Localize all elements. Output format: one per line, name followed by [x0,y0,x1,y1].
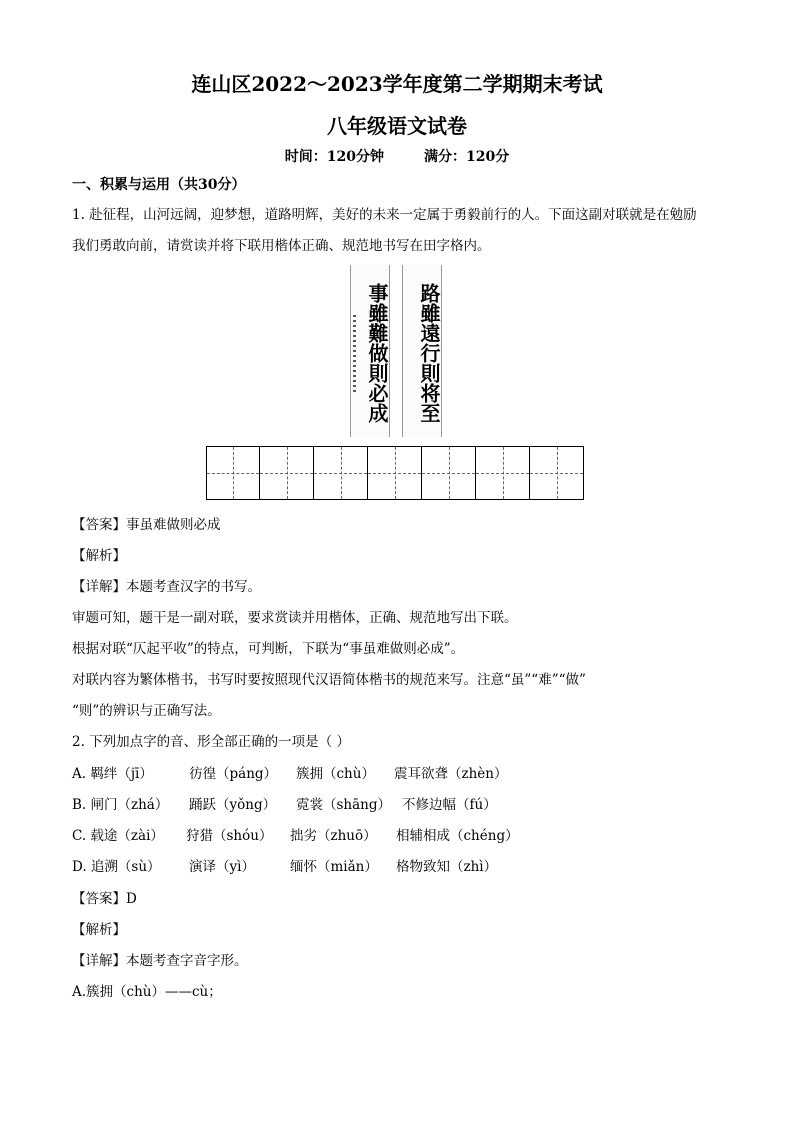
answer-text: 事虽难做则必成 [126,517,221,533]
option-a-2: 彷徨（páng） [189,766,278,782]
exam-subtitle: 八年级语文试卷 [327,114,467,138]
couplet-lower-text: 事雖難做則必成 [365,283,389,423]
exam-info [0,146,794,166]
option-d-4: 格物致知（zhì） [396,859,498,875]
exam-score: 满分：120分 [424,149,510,165]
couplet-lower-scroll [350,265,390,437]
exam-time: 时间：120分钟 [284,149,384,165]
option-a-3: 簇拥（chù） [296,766,375,782]
couplet-upper-text: 路雖遠行則将至 [417,283,441,423]
couplet-upper-scroll [402,265,442,437]
q2-stem: 2. 下列加点字的音、形全部正确的一项是（ ） [72,734,350,750]
q2-explanation-a: A.簇拥（chù）——cù； [72,984,222,1000]
detail-text: 本题考查汉字的书写。 [126,579,261,595]
grid-cell [260,446,314,500]
q2-analysis-label: 【解析】 [72,922,126,938]
q1-line2: 我们勇敢向前，请赏读并将下联用楷体正确、规范地书写在田字格内。 [72,238,491,254]
q1-detail [72,575,261,595]
option-b-3: 霓裳（shāng） [296,797,392,813]
option-c-1: C. 载途（zài） [72,828,164,844]
detail-label: 【详解】 [72,579,126,595]
q2-detail [72,949,248,969]
tianzige-grid [206,446,588,500]
option-d-3: 缅怀（miǎn） [290,859,378,875]
grid-cell [530,446,584,500]
detail-label: 【详解】 [72,953,126,969]
q1-paragraph-3: 对联内容为繁体楷书，书写时要按照现代汉语简体楷书的规范来写。注意“虽”“难”“做” [72,672,586,688]
q1-paragraph-4: “则”的辨识与正确写法。 [72,703,221,719]
grid-cell [422,446,476,500]
option-b-2: 踊跃（yǒng） [189,797,277,813]
grid-cell [476,446,530,500]
q1-answer [72,513,221,533]
answer-label: 【答案】 [72,891,126,907]
option-d-2: 演译（yì） [189,859,255,875]
grid-cell [206,446,260,500]
q1-line1: 1. 赴征程，山河远阔，迎梦想，道路明辉，美好的未来一定属于勇毅前行的人。下面这副对联就是在勉励 [72,207,697,223]
couplet-image [350,265,442,437]
option-c-4: 相辅相成（chéng） [396,828,519,844]
detail-text: 本题考查字音字形。 [126,953,248,969]
answer-label: 【答案】 [72,517,126,533]
option-a-1: A. 羁绊（jī） [72,766,153,782]
q1-analysis-label: 【解析】 [72,548,126,564]
q2-answer [72,887,137,907]
option-c-2: 狩猎（shóu） [186,828,273,844]
q1-paragraph-1: 审题可知，题干是一副对联，要求赏读并用楷体，正确、规范地写出下联。 [72,610,518,626]
option-b-1: B. 闸门（zhá） [72,797,169,813]
option-b-4: 不修边幅（fú） [402,797,497,813]
section-heading: 一、积累与运用（共30分） [72,177,246,193]
answer-text: D [126,891,137,907]
option-c-3: 拙劣（zhuō） [290,828,377,844]
exam-title: 连山区2022～2023学年度第二学期期末考试 [191,72,603,96]
option-a-4: 震耳欲聋（zhèn） [394,766,508,782]
grid-cell [314,446,368,500]
grid-cell [368,446,422,500]
option-d-1: D. 追溯（sù） [72,859,161,875]
q1-paragraph-2: 根据对联“仄起平收”的特点，可判断，下联为“事虽难做则必成”。 [72,641,465,657]
